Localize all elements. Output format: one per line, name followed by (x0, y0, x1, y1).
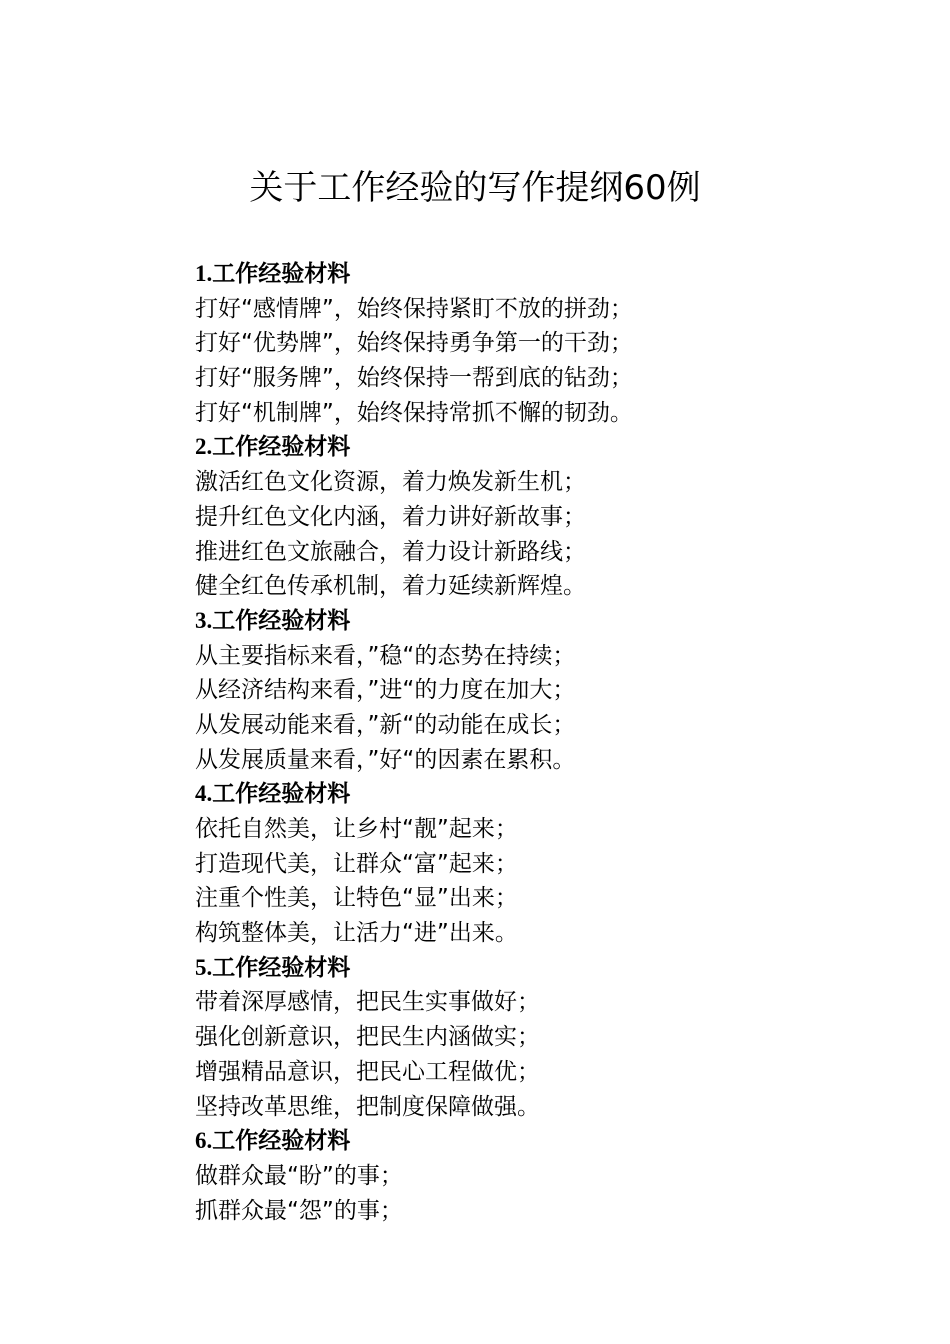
section-heading-text: 工作经验材料 (212, 434, 351, 461)
section-line: 推进红色文旅融合，着力设计新路线； (195, 538, 586, 565)
section-heading (195, 951, 915, 986)
section-line: 提升红色文化内涵，着力讲好新故事； (195, 503, 586, 530)
section-line: 健全红色传承机制，着力延续新辉煌。 (195, 573, 586, 600)
section-heading-text: 工作经验材料 (212, 261, 351, 287)
section-heading-text: 工作经验材料 (212, 781, 351, 808)
section-line: 从发展质量来看，”好“的因素在累积。 (195, 746, 576, 773)
section-line: 打好“机制牌”，始终保持常抓不懈的韧劲。 (195, 399, 633, 426)
section-line: 抓群众最“怨”的事； (195, 1197, 403, 1224)
section-heading (195, 430, 915, 465)
section-heading-text: 工作经验材料 (212, 954, 351, 981)
section-line: 注重个性美，让特色“显”出来； (195, 885, 518, 912)
section-line: 激活红色文化资源，着力焕发新生机； (195, 469, 586, 496)
document-body (195, 257, 915, 1228)
section-line: 增强精品意识，把民心工程做优； (195, 1058, 540, 1085)
section-4 (195, 777, 915, 950)
section-line: 依托自然美，让乡村“靓”起来； (195, 816, 518, 842)
section-number: 1. (195, 261, 213, 286)
section-line: 从经济结构来看，”进“的力度在加大； (195, 677, 576, 704)
section-heading-text: 工作经验材料 (212, 607, 351, 634)
section-line: 打好“感情牌”，始终保持紧盯不放的拼劲； (195, 295, 633, 322)
section-line: 构筑整体美，让活力“进”出来。 (195, 920, 518, 947)
section-number: 4. (195, 781, 213, 807)
section-heading (195, 1124, 915, 1159)
document-title: 关于工作经验的写作提纲60例 (249, 168, 701, 208)
section-line: 打造现代美，让群众“富”起来； (195, 850, 518, 877)
section-heading (195, 777, 915, 812)
section-3 (195, 604, 915, 777)
section-heading (195, 604, 915, 639)
section-number: 6. (195, 1128, 213, 1154)
section-line: 强化创新意识，把民生内涵做实； (195, 1024, 540, 1051)
section-2 (195, 430, 915, 603)
section-heading-text: 工作经验材料 (212, 1128, 351, 1155)
section-number: 2. (195, 434, 213, 460)
section-line: 带着深厚感情，把民生实事做好； (195, 989, 540, 1016)
section-number: 3. (195, 607, 213, 633)
section-heading (195, 257, 915, 292)
section-number: 5. (195, 954, 213, 980)
section-line: 从主要指标来看，”稳“的态势在持续； (195, 642, 576, 669)
section-line: 做群众最“盼”的事； (195, 1162, 403, 1189)
section-line: 坚持改革思维，把制度保障做强。 (195, 1093, 540, 1120)
section-line: 打好“服务牌”，始终保持一帮到底的钻劲； (195, 365, 633, 392)
section-1 (195, 257, 915, 430)
section-6 (195, 1124, 915, 1228)
section-line: 打好“优势牌”，始终保持勇争第一的干劲； (195, 330, 633, 357)
section-5 (195, 951, 915, 1124)
section-line: 从发展动能来看，”新“的动能在成长； (195, 711, 576, 738)
